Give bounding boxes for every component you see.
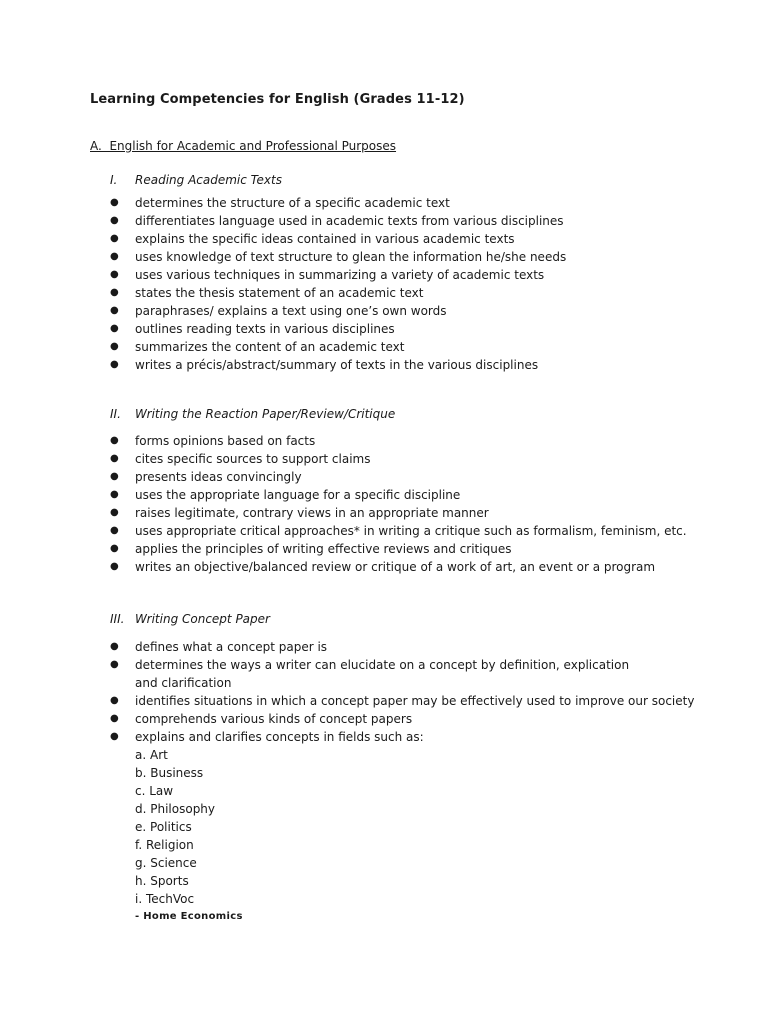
subsection-title: [110, 171, 710, 189]
bullet-icon: ●: [110, 197, 119, 208]
list-item-text: comprehends various kinds of concept papers: [135, 712, 413, 726]
bullet-icon: ●: [110, 435, 119, 446]
bullet-icon: ●: [110, 525, 119, 536]
subsection-title-text: Writing Concept Paper: [135, 612, 270, 626]
list-item-text: identifies situations in which a concept paper may be effectively used to improve our society: [135, 694, 695, 708]
list-item: [110, 558, 710, 576]
list-item: [110, 432, 710, 450]
field-item: g. Science: [135, 856, 197, 870]
list-item: [110, 212, 710, 230]
list-item-text: raises legitimate, contrary views in an appropriate manner: [135, 506, 489, 520]
competency-list: [110, 432, 710, 576]
list-item: [110, 230, 710, 248]
list-item-text: writes an objective/balanced review or critique of a work of art, an event or a program: [135, 560, 656, 574]
section-heading: A. English for Academic and Professional Purposes: [90, 139, 397, 153]
list-item: [110, 266, 710, 284]
list-item: [110, 338, 710, 356]
bullet-icon: ●: [110, 713, 119, 724]
bullet-icon: ●: [110, 453, 119, 464]
list-item-text: states the thesis statement of an academic text: [135, 286, 424, 300]
list-item: [110, 638, 710, 656]
field-item: e. Politics: [135, 820, 192, 834]
bullet-icon: ●: [110, 659, 119, 670]
competency-list: [110, 638, 710, 926]
subsection-reading-academic-texts: [110, 171, 710, 374]
subsection-number: II.: [110, 407, 121, 421]
list-item-text: writes a précis/abstract/summary of texts in the various disciplines: [135, 358, 539, 372]
bullet-icon: ●: [110, 287, 119, 298]
bullet-icon: ●: [110, 561, 119, 572]
list-item-text: uses the appropriate language for a specific discipline: [135, 488, 461, 502]
subsection-number: III.: [110, 612, 125, 626]
bullet-icon: ●: [110, 507, 119, 518]
list-item: [110, 302, 710, 320]
subsection-reaction-paper: [110, 405, 710, 576]
bullet-icon: ●: [110, 341, 119, 352]
list-item: [110, 356, 710, 374]
competency-list: [110, 194, 710, 374]
list-item: [110, 284, 710, 302]
list-item: [110, 656, 710, 692]
list-item-text: defines what a concept paper is: [135, 640, 328, 654]
bullet-icon: ●: [110, 251, 119, 262]
list-item-text: summarizes the content of an academic text: [135, 340, 405, 354]
list-item: [110, 486, 710, 504]
field-item: h. Sports: [135, 874, 189, 888]
field-item: b. Business: [135, 766, 204, 780]
subsection-title: [110, 610, 710, 628]
subsection-title-text: Reading Academic Texts: [135, 173, 282, 187]
list-item-text: applies the principles of writing effective reviews and critiques: [135, 542, 512, 556]
list-item-text: determines the ways a writer can elucidate on a concept by definition, explication and clarification: [135, 658, 630, 690]
list-item: [110, 468, 710, 486]
list-item: [110, 692, 710, 710]
list-item: [110, 710, 710, 728]
bullet-icon: ●: [110, 543, 119, 554]
subsection-concept-paper: [110, 610, 710, 926]
field-item: a. Art: [135, 748, 168, 762]
bullet-icon: ●: [110, 489, 119, 500]
field-item: f. Religion: [135, 838, 194, 852]
bullet-icon: ●: [110, 269, 119, 280]
bullet-icon: ●: [110, 215, 119, 226]
list-item-text: forms opinions based on facts: [135, 434, 316, 448]
list-item-text: differentiates language used in academic texts from various disciplines: [135, 214, 564, 228]
list-item: [110, 320, 710, 338]
list-item: [110, 540, 710, 558]
list-item-text: explains and clarifies concepts in fields such as:: [135, 730, 424, 744]
list-item: [110, 248, 710, 266]
bullet-icon: ●: [110, 233, 119, 244]
extra-field-note: - Home Economics: [135, 911, 243, 922]
list-item-text: uses knowledge of text structure to glean the information he/she needs: [135, 250, 567, 264]
list-item-text: uses various techniques in summarizing a variety of academic texts: [135, 268, 545, 282]
list-item: [110, 728, 710, 926]
bullet-icon: ●: [110, 323, 119, 334]
list-item-text: outlines reading texts in various disciplines: [135, 322, 395, 336]
list-item: [110, 504, 710, 522]
subsection-number: I.: [110, 173, 118, 187]
bullet-icon: ●: [110, 695, 119, 706]
subsection-title: [110, 405, 710, 423]
list-item: [110, 194, 710, 212]
list-item-text: presents ideas convincingly: [135, 470, 302, 484]
list-item-text: explains the specific ideas contained in various academic texts: [135, 232, 515, 246]
list-item-text: uses appropriate critical approaches* in writing a critique such as formalism, feminism, etc.: [135, 524, 687, 538]
field-item: d. Philosophy: [135, 802, 216, 816]
document-title: Learning Competencies for English (Grades 11-12): [90, 92, 465, 107]
field-item: c. Law: [135, 784, 174, 798]
bullet-icon: ●: [110, 731, 119, 742]
list-item-text: paraphrases/ explains a text using one’s own words: [135, 304, 447, 318]
list-item-text: cites specific sources to support claims: [135, 452, 371, 466]
bullet-icon: ●: [110, 471, 119, 482]
field-list: [135, 746, 710, 908]
bullet-icon: ●: [110, 641, 119, 652]
list-item: [110, 522, 710, 540]
list-item: [110, 450, 710, 468]
field-item: i. TechVoc: [135, 892, 195, 906]
list-item-text: determines the structure of a specific academic text: [135, 196, 450, 210]
subsection-title-text: Writing the Reaction Paper/Review/Critique: [135, 407, 396, 421]
bullet-icon: ●: [110, 305, 119, 316]
bullet-icon: ●: [110, 359, 119, 370]
